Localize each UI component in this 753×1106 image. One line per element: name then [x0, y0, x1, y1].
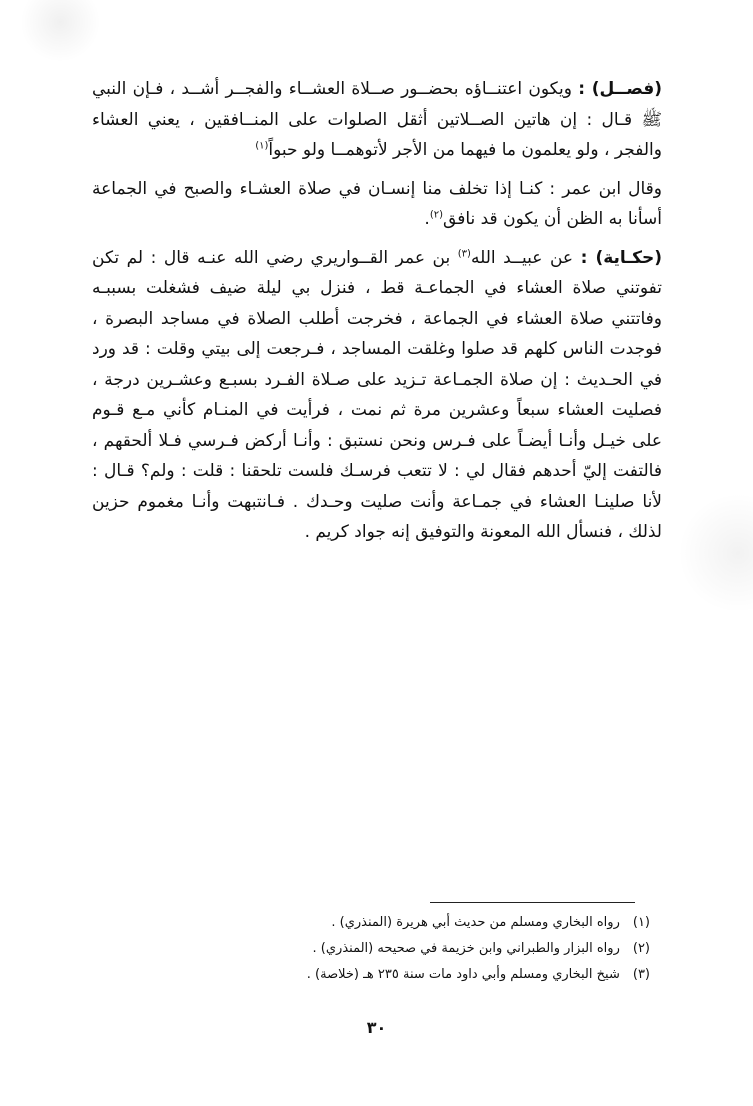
paragraph-text: بن عمر القــواريري رضي الله عنـه قال : لم تكن تفوتني صلاة العشاء في الجماعـة قط ، فنزل بي ليلة ضيف فشغلت بسببـه وفاتتني صلاة العشاء في الجماعة ، فخرجت أطلب الصلاة في مساجد البصرة ، فوجدت الناس كلهم قد صلوا وغلقت المساجد ، فـرجعت إلى بيتي وقلت : قد ورد في الحـديث : إن صلاة الجمـاعة تـزيد على صـلاة الفـرد بسبـع وعشـرين درجة ، فصليت العشاء سبعاً وعشرين مرة ثم نمت ، فرأيت في المنـام كأني مـع قـوم على خيـل وأنـا أيضـاً على فـرس ونحن نستبق : وأنـا أركض فـرسي فـلا ألحقهم ، فالتفت إليّ أحدهم فقال لي : لا تتعب فرسـك فلست تلحقنا : قلت : ولم؟ قـال : لأنا صلينـا العشاء في جمـاعة وأنت صليت وحـدك . فـانتبهت وأنـا مغموم حزين لذلك ، فنسأل الله المعونة والتوفيق إنه جواد كريم .	[92, 247, 662, 542]
main-text	[92, 74, 662, 556]
footnotes	[170, 910, 650, 988]
footnote-number: (٣)	[632, 967, 650, 982]
paragraph-end-punct: .	[424, 209, 430, 229]
footnote-ref-3[interactable]: (٣)	[457, 247, 471, 259]
footnote-text: رواه البزار والطبراني وابن خزيمة في صحيحه (المنذري) .	[312, 941, 620, 956]
section-heading-hikaya: (حكـاية) :	[580, 247, 663, 268]
footnote-text: شيخ البخاري ومسلم وأبي داود مات سنة ٢٣٥ هـ (خلاصة) .	[306, 967, 620, 982]
footnote-divider	[430, 902, 635, 903]
section-heading-fasl: (فصــل) :	[578, 79, 662, 99]
footnote-3	[170, 962, 650, 988]
paragraph-fasl	[92, 74, 662, 166]
footnote-ref-2[interactable]: (٢)	[429, 209, 444, 221]
footnote-text: رواه البخاري ومسلم من حديث أبي هريرة (المنذري) .	[331, 915, 620, 930]
paragraph-text: وقال ابن عمر : كنـا إذا تخلف منا إنسـان في صلاة العشـاء والصبح في الجماعة أسأنا به الظن أن يكون قد نافق	[92, 178, 662, 229]
paragraph-text: ويكون اعتنــاؤه بحضــور صــلاة العشــاء والفجــر أشــد ، فـإن النبي ﷺ قـال : إن هاتين الصــلاتين أثقل الصلوات على المنــافقين ، يعني العشاء والفجر ، ولو يعلمون ما فيهما من الأجر لأتوهمــا ولو حبواً	[92, 79, 662, 160]
paragraph-hikaya	[92, 243, 662, 548]
footnote-1	[170, 910, 650, 936]
footnote-number: (٢)	[632, 941, 650, 956]
footnote-2	[170, 936, 650, 962]
footnote-number: (١)	[632, 915, 650, 930]
paragraph-text: عن عبيــد الله	[470, 247, 574, 268]
footnote-ref-1[interactable]: (١)	[255, 140, 269, 152]
page-number: ٣٠	[366, 1018, 387, 1037]
paragraph-ibn-umar	[92, 174, 662, 235]
